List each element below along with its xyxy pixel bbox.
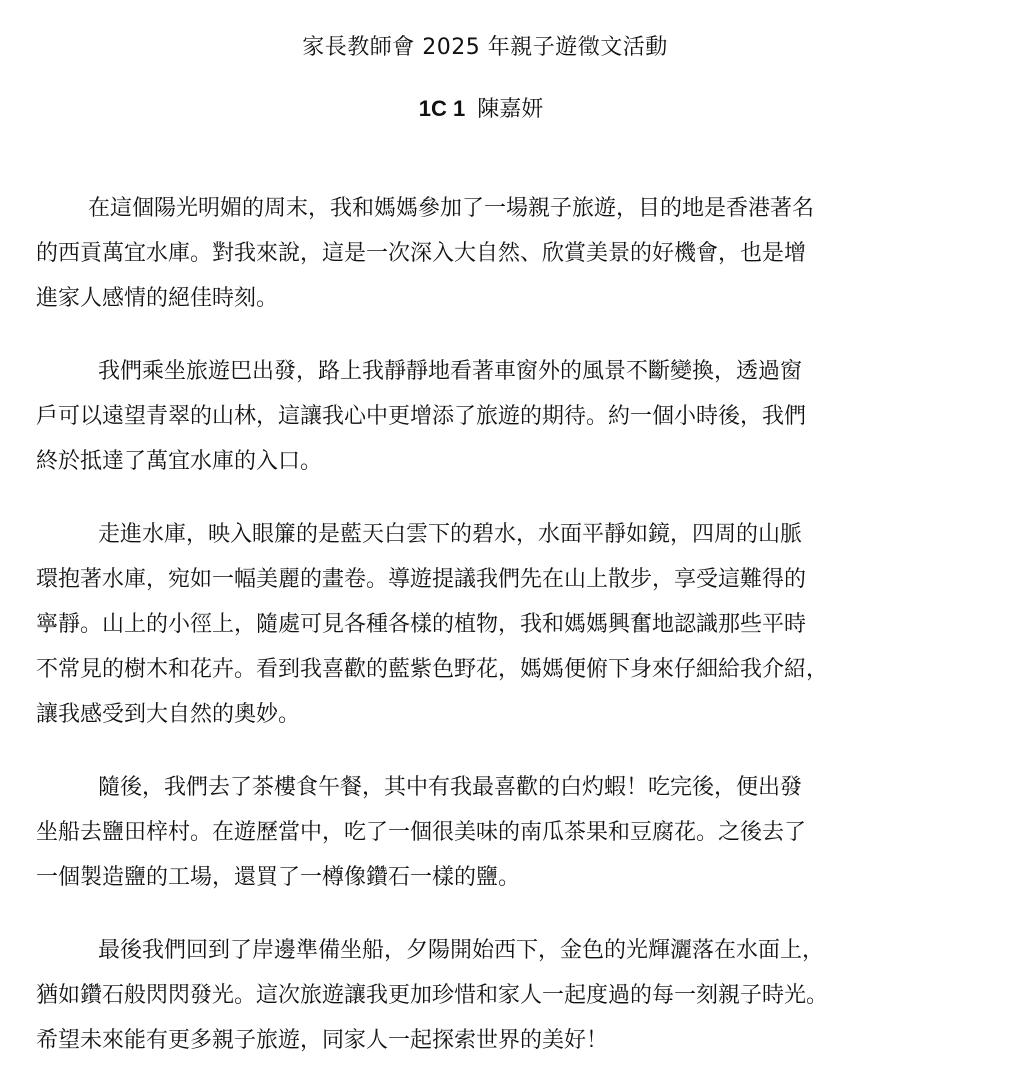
paragraph-line: 終於抵達了萬宜水庫的入口。 (36, 449, 323, 474)
paragraph-line: 希望未來能有更多親子旅遊，同家人一起探索世界的美好！ (36, 1028, 609, 1053)
paragraph-line: 走進水庫，映入眼簾的是藍天白雲下的碧水，水面平靜如鏡，四周的山脈 (98, 522, 803, 547)
paragraph-line: 環抱著水庫，宛如一幅美麗的畫卷。導遊提議我們先在山上散步，享受這難得的 (36, 567, 807, 592)
paragraph-line: 在這個陽光明媚的周末，我和媽媽參加了一場親子旅遊，目的地是香港著名 (88, 196, 815, 221)
paragraph-2 (36, 349, 936, 484)
paragraph-line: 不常見的樹木和花卉。看到我喜歡的藍紫色野花，媽媽便俯下身來仔細給我介紹， (36, 657, 829, 682)
paragraph-line: 的西貢萬宜水庫。對我來說，這是一次深入大自然、欣賞美景的好機會，也是增 (36, 241, 807, 266)
essay-body (36, 186, 936, 1091)
paragraph-line: 一個製造鹽的工場，還買了一樽像鑽石一樣的鹽。 (36, 865, 521, 890)
paragraph-4 (36, 765, 936, 900)
student-name: 陳嘉妍 (477, 97, 544, 122)
paragraph-line: 最後我們回到了岸邊準備坐船，夕陽開始西下，金色的光輝灑落在水面上， (98, 938, 825, 963)
document-title: 家長教師會 2025 年親子遊徵文活動 (302, 35, 668, 60)
author-line (0, 92, 962, 123)
paragraph-line: 我們乘坐旅遊巴出發，路上我靜靜地看著車窗外的風景不斷變換，透過窗 (98, 359, 803, 384)
paragraph-line: 進家人感情的絕佳時刻。 (36, 286, 279, 311)
paragraph-line: 寧靜。山上的小徑上，隨處可見各種各樣的植物，我和媽媽興奮地認識那些平時 (36, 612, 807, 637)
paragraph-line: 隨後，我們去了茶樓食午餐，其中有我最喜歡的白灼蝦！吃完後，便出發 (98, 775, 803, 800)
class-number: 1C 1 (418, 96, 466, 121)
paragraph-line: 戶可以遠望青翠的山林，這讓我心中更增添了旅遊的期待。約一個小時後，我們 (36, 404, 807, 429)
paragraph-1 (36, 186, 936, 321)
paragraph-line: 讓我感受到大自然的奧妙。 (36, 702, 301, 727)
paragraph-3 (36, 512, 936, 737)
paragraph-line: 坐船去鹽田梓村。在遊歷當中，吃了一個很美味的南瓜茶果和豆腐花。之後去了 (36, 820, 807, 845)
paragraph-line: 猶如鑽石般閃閃發光。這次旅遊讓我更加珍惜和家人一起度過的每一刻親子時光。 (36, 983, 829, 1008)
paragraph-5 (36, 928, 936, 1063)
